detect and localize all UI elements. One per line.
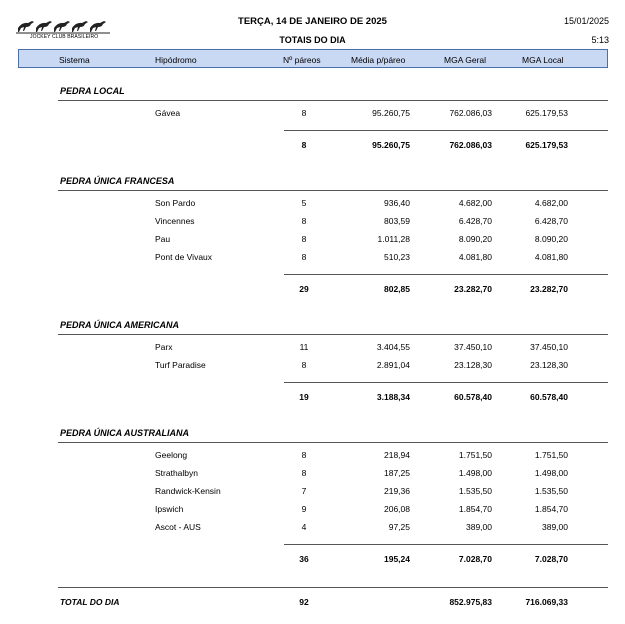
pareos-cell: 8 bbox=[301, 234, 307, 244]
mga-geral-cell: 1.535,50 bbox=[458, 486, 492, 496]
subtotal-mga-local: 7.028,70 bbox=[534, 554, 568, 564]
group-title: PEDRA ÚNICA FRANCESA bbox=[60, 176, 175, 186]
mga-geral-cell: 6.428,70 bbox=[458, 216, 492, 226]
subtotal-line bbox=[284, 274, 608, 275]
mga-local-cell: 1.498,00 bbox=[534, 468, 568, 478]
group-title-underline bbox=[58, 190, 608, 191]
hipodromo-cell: Randwick-Kensin bbox=[155, 486, 221, 496]
hipodromo-cell: Turf Paradise bbox=[155, 360, 206, 370]
column-header-mga-geral: MGA Geral bbox=[444, 55, 487, 65]
group-title-underline bbox=[58, 100, 608, 101]
mga-local-cell: 4.081,80 bbox=[534, 252, 568, 262]
mga-geral-cell: 1.751,50 bbox=[458, 450, 492, 460]
column-header-pareos: Nº páreos bbox=[283, 55, 321, 65]
subtotal-mga-local: 625.179,53 bbox=[525, 140, 568, 150]
total-mga-geral: 852.975,83 bbox=[449, 597, 492, 607]
subtotal-mga-local: 23.282,70 bbox=[530, 284, 568, 294]
mga-geral-cell: 4.682,00 bbox=[458, 198, 492, 208]
pareos-cell: 8 bbox=[301, 468, 307, 478]
mga-geral-cell: 37.450,10 bbox=[454, 342, 492, 352]
mga-local-cell: 1.751,50 bbox=[534, 450, 568, 460]
mga-geral-cell: 8.090,20 bbox=[458, 234, 492, 244]
subtotal-mga-geral: 60.578,40 bbox=[454, 392, 492, 402]
mga-local-cell: 1.854,70 bbox=[534, 504, 568, 514]
pareos-cell: 4 bbox=[301, 522, 307, 532]
logo-text: JOCKEY CLUB BRASILEIRO bbox=[30, 34, 99, 40]
pareos-cell: 8 bbox=[301, 252, 307, 262]
subtotal-media: 195,24 bbox=[384, 554, 410, 564]
pareos-cell: 5 bbox=[301, 198, 307, 208]
print-time: 5:13 bbox=[591, 35, 609, 45]
media-cell: 803,59 bbox=[384, 216, 410, 226]
mga-local-cell: 23.128,30 bbox=[530, 360, 568, 370]
group-title: PEDRA LOCAL bbox=[60, 86, 125, 96]
mga-geral-cell: 1.854,70 bbox=[458, 504, 492, 514]
media-cell: 2.891,04 bbox=[376, 360, 410, 370]
media-cell: 510,23 bbox=[384, 252, 410, 262]
subtotal-pareos: 29 bbox=[299, 284, 309, 294]
subtotal-line bbox=[284, 130, 608, 131]
hipodromo-cell: Gávea bbox=[155, 108, 181, 118]
hipodromo-cell: Pont de Vivaux bbox=[155, 252, 213, 262]
mga-local-cell: 389,00 bbox=[542, 522, 568, 532]
subtotal-mga-geral: 7.028,70 bbox=[458, 554, 492, 564]
hipodromo-cell: Son Pardo bbox=[155, 198, 196, 208]
subtotal-media: 802,85 bbox=[384, 284, 410, 294]
mga-local-cell: 625.179,53 bbox=[525, 108, 568, 118]
mga-local-cell: 4.682,00 bbox=[534, 198, 568, 208]
report-date-title: TERÇA, 14 DE JANEIRO DE 2025 bbox=[238, 16, 387, 27]
media-cell: 95.260,75 bbox=[372, 108, 410, 118]
column-header-sistema: Sistema bbox=[59, 55, 90, 65]
pareos-cell: 8 bbox=[301, 216, 307, 226]
media-cell: 206,08 bbox=[384, 504, 410, 514]
mga-geral-cell: 23.128,30 bbox=[454, 360, 492, 370]
mga-local-cell: 8.090,20 bbox=[534, 234, 568, 244]
total-label: TOTAL DO DIA bbox=[60, 597, 120, 607]
group-title: PEDRA ÚNICA AUSTRALIANA bbox=[60, 428, 189, 438]
hipodromo-cell: Parx bbox=[155, 342, 173, 352]
mga-geral-cell: 762.086,03 bbox=[449, 108, 492, 118]
media-cell: 218,94 bbox=[384, 450, 410, 460]
group-title: PEDRA ÚNICA AMERICANA bbox=[60, 320, 179, 330]
subtotal-mga-local: 60.578,40 bbox=[530, 392, 568, 402]
media-cell: 1.011,28 bbox=[377, 234, 410, 244]
hipodromo-cell: Ascot - AUS bbox=[155, 522, 201, 532]
report-subtitle: TOTAIS DO DIA bbox=[279, 35, 346, 45]
pareos-cell: 7 bbox=[301, 486, 307, 496]
print-date: 15/01/2025 bbox=[563, 16, 609, 26]
pareos-cell: 8 bbox=[301, 108, 307, 118]
hipodromo-cell: Pau bbox=[155, 234, 171, 244]
subtotal-line bbox=[284, 544, 608, 545]
mga-geral-cell: 4.081,80 bbox=[458, 252, 492, 262]
media-cell: 97,25 bbox=[388, 522, 410, 532]
media-cell: 187,25 bbox=[384, 468, 410, 478]
hipodromo-cell: Geelong bbox=[155, 450, 188, 460]
mga-local-cell: 1.535,50 bbox=[534, 486, 568, 496]
column-header-mga-local: MGA Local bbox=[522, 55, 564, 65]
mga-geral-cell: 1.498,00 bbox=[458, 468, 492, 478]
total-line bbox=[58, 587, 608, 588]
subtotal-pareos: 36 bbox=[299, 554, 309, 564]
mga-geral-cell: 389,00 bbox=[466, 522, 492, 532]
subtotal-media: 3.188,34 bbox=[376, 392, 410, 402]
column-header-bar bbox=[18, 49, 608, 68]
hipodromo-cell: Ipswich bbox=[155, 504, 184, 514]
column-header-hipodromo: Hipódromo bbox=[155, 55, 197, 65]
media-cell: 3.404,55 bbox=[376, 342, 410, 352]
media-cell: 219,36 bbox=[384, 486, 410, 496]
subtotal-line bbox=[284, 382, 608, 383]
column-header-media: Média p/páreo bbox=[351, 55, 406, 65]
hipodromo-cell: Vincennes bbox=[155, 216, 195, 226]
pareos-cell: 8 bbox=[301, 450, 307, 460]
subtotal-mga-geral: 762.086,03 bbox=[449, 140, 492, 150]
pareos-cell: 9 bbox=[301, 504, 307, 514]
total-pareos: 92 bbox=[299, 597, 309, 607]
pareos-cell: 8 bbox=[301, 360, 307, 370]
subtotal-pareos: 8 bbox=[301, 140, 307, 150]
group-title-underline bbox=[58, 334, 608, 335]
group-title-underline bbox=[58, 442, 608, 443]
subtotal-media: 95.260,75 bbox=[372, 140, 410, 150]
mga-local-cell: 37.450,10 bbox=[530, 342, 568, 352]
pareos-cell: 11 bbox=[299, 342, 309, 352]
total-mga-local: 716.069,33 bbox=[525, 597, 568, 607]
media-cell: 936,40 bbox=[384, 198, 410, 208]
subtotal-mga-geral: 23.282,70 bbox=[454, 284, 492, 294]
hipodromo-cell: Strathalbyn bbox=[155, 468, 198, 478]
subtotal-pareos: 19 bbox=[299, 392, 309, 402]
mga-local-cell: 6.428,70 bbox=[534, 216, 568, 226]
